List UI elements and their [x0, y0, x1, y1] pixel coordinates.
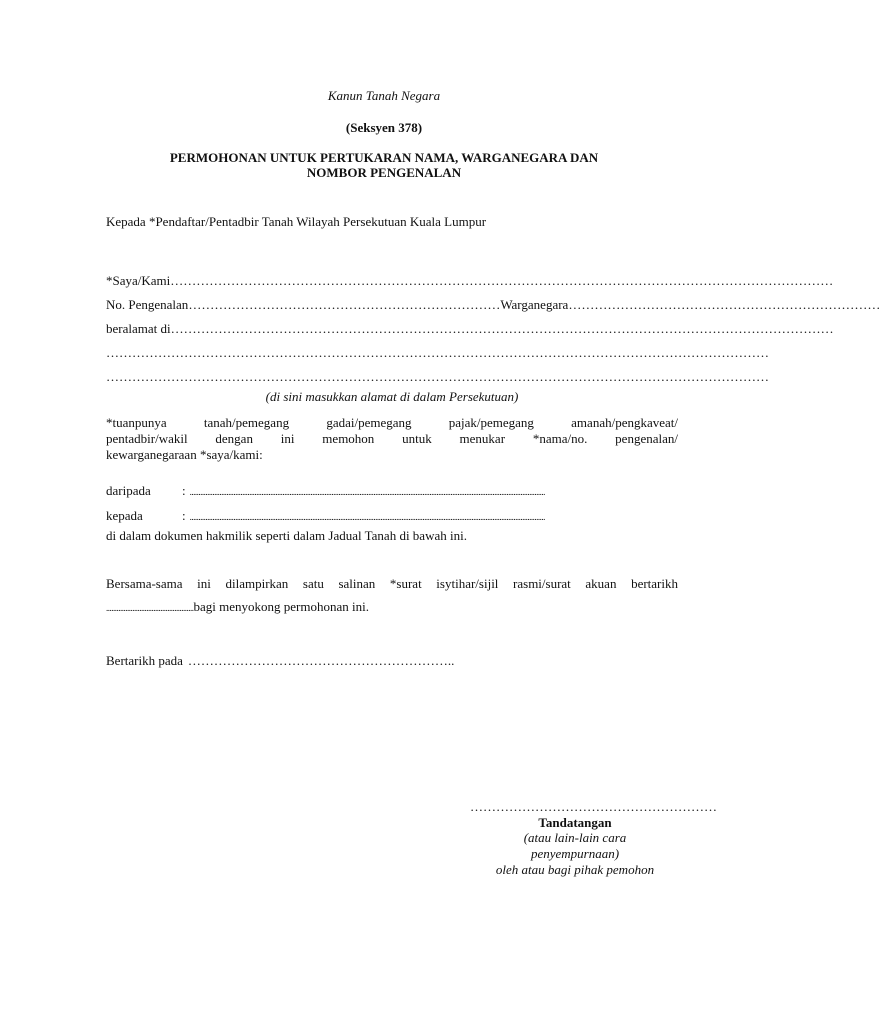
form-title-line2: NOMBOR PENGENALAN [306, 165, 462, 180]
capacity-line1: *tuanpunya tanah/pemegang gadai/pemegang pajak/pemegang amanah/pengkaveat/ [106, 415, 678, 430]
signature-note-2: penyempurnaan) [530, 846, 620, 861]
to-colon: : [182, 508, 186, 523]
applicant-dots: ……………………………………………………………………………………………………………………………………… [170, 273, 834, 288]
from-colon: : [182, 483, 186, 498]
to-label: kepada [106, 508, 143, 523]
attachment-date-field[interactable]: .................................................. [106, 603, 194, 613]
id-label: No. Pengenalan [106, 297, 189, 312]
address-dots-1: ……………………………………………………………………………………………………………………………………… [170, 321, 834, 336]
address-label: beralamat di [106, 321, 171, 336]
attachment-text: bagi menyokong permohonan ini. [193, 599, 369, 614]
section-number: (Seksyen 378) [345, 120, 423, 135]
dated-field[interactable]: …………………………………………………….. [187, 653, 455, 668]
schedule-text: di dalam dokumen hakmilik seperti dalam Jadual Tanah di bawah ini. [106, 528, 467, 543]
citizenship-label: Warganegara [500, 297, 569, 312]
act-name: Kanun Tanah Negara [327, 88, 441, 103]
to-field[interactable] [106, 508, 678, 525]
capacity-line2: pentadbir/wakil dengan ini memohon untuk menukar *nama/no. pengenalan/ [106, 431, 678, 446]
attachment-line1: Bersama-sama ini dilampirkan satu salinan *surat isytihar/sijil rasmi/surat akuan bertarikh [106, 576, 678, 591]
from-dots: ........................................................................................................................................................................................................... [189, 487, 545, 497]
applicant-name-field[interactable] [106, 273, 834, 289]
address-dots-3: ……………………………………………………………………………………………………………………………………… [106, 369, 769, 384]
signature-note-1: (atau lain-lain cara [523, 830, 627, 845]
addressee: Kepada *Pendaftar/Pentadbir Tanah Wilayah Persekutuan Kuala Lumpur [106, 214, 487, 229]
signature-label: Tandatangan [538, 815, 612, 830]
id-number-field[interactable]: ……………………………………………………………… [188, 297, 501, 312]
applicant-label: *Saya/Kami [106, 273, 171, 288]
address-field-line1[interactable] [106, 321, 834, 337]
id-citizenship-row [106, 297, 880, 313]
address-dots-2: ……………………………………………………………………………………………………………………………………… [106, 345, 769, 360]
dated-row [106, 653, 454, 669]
signature-note-3: oleh atau bagi pihak pemohon [495, 862, 655, 877]
form-title-line1: PERMOHONAN UNTUK PERTUKARAN NAMA, WARGANEGARA DAN [169, 150, 599, 165]
to-dots: ........................................................................................................................................................................................................... [189, 512, 545, 522]
from-field[interactable] [106, 483, 678, 500]
dated-label: Bertarikh pada [106, 653, 183, 668]
signature-line[interactable]: ………………………………………………… [470, 799, 717, 814]
from-label: daripada [106, 483, 151, 498]
address-note: (di sini masukkan alamat di dalam Persekutuan) [265, 389, 519, 404]
address-field-line3[interactable] [106, 369, 769, 385]
capacity-line3: kewarganegaraan *saya/kami: [106, 447, 263, 462]
attachment-line2 [106, 599, 369, 616]
address-field-line2[interactable] [106, 345, 769, 361]
citizenship-field[interactable]: ……………………………………………………………… [568, 297, 880, 312]
